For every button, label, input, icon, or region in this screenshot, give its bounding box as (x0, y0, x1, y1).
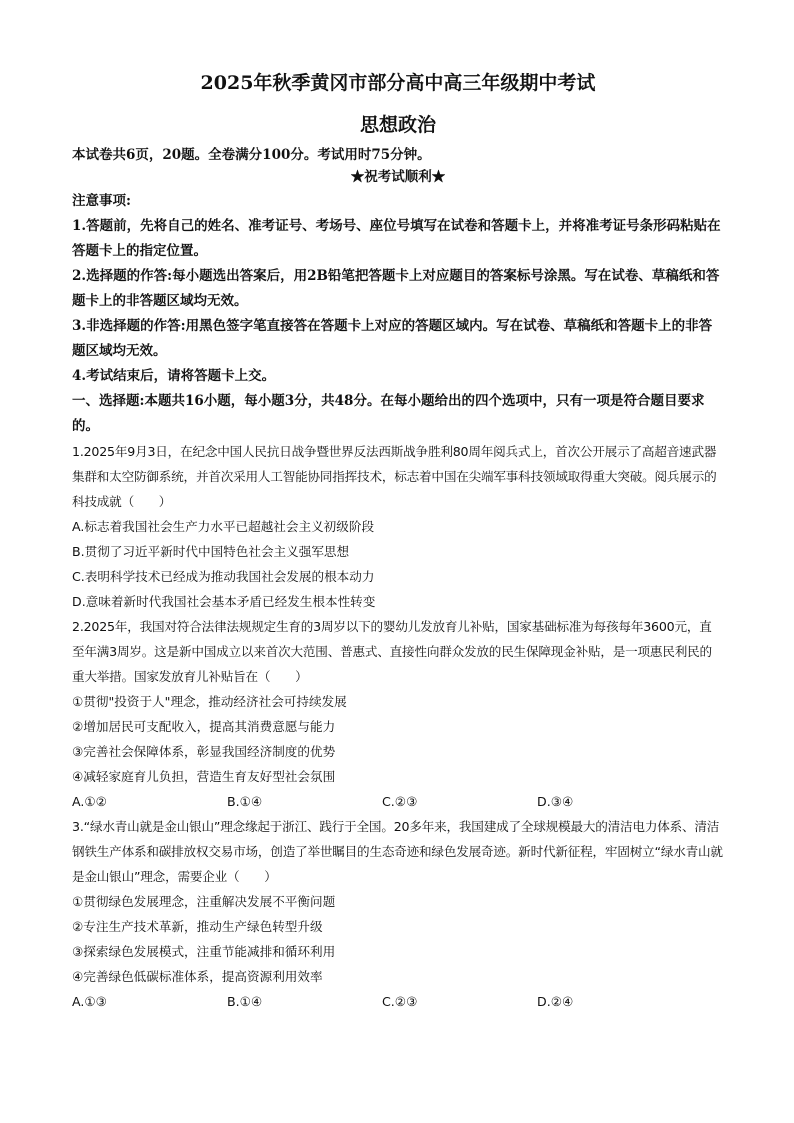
exam-page (72, 68, 724, 1014)
subject-title: 思想政治 (359, 114, 436, 136)
question-2-choice-a: A.①② (72, 794, 107, 809)
question-3-statement-1: ①贯彻绿色发展理念，注重解决发展不平衡问题 (72, 894, 336, 909)
note-item: 3.非选择题的作答:用黑色签字笔直接答在答题卡上对应的答题区域内。写在试卷、草稿纸和答题卡上的非答题区域均无效。 (72, 318, 713, 359)
question-2-stem: 2.2025年，我国对符合法律法规规定生育的3周岁以下的婴幼儿发放育儿补贴，国家基础标准为每孩每年3600元，直至年满3周岁。这是新中国成立以来首次大范围、普惠式、直接性向群众发放的民生保障现金补贴，是一项惠民利民的重大举措。国家发放育儿补贴旨在（ ） (72, 619, 712, 684)
question-3-statement-2: ②专注生产技术革新，推动生产绿色转型升级 (72, 919, 323, 934)
question-3-choice-a: A.①③ (72, 994, 107, 1009)
question-3-choice-b: B.①④ (227, 994, 263, 1009)
note-item: 2.选择题的作答:每小题选出答案后，用2B铅笔把答题卡上对应题目的答案标号涂黑。写在试卷、草稿纸和答题卡上的非答题区域均无效。 (72, 268, 720, 309)
question-2-choice-d: D.③④ (537, 794, 574, 809)
question-2-choices (72, 789, 724, 814)
note-item: 1.答题前，先将自己的姓名、准考证号、考场号、座位号填写在试卷和答题卡上，并将准考证号条形码粘贴在答题卡上的指定位置。 (72, 218, 721, 259)
question-1-option-c: C.表明科学技术已经成为推动我国社会发展的根本动力 (72, 569, 375, 584)
good-luck-line: ★祝考试顺利★ (350, 169, 446, 185)
exam-info: 本试卷共6页，20题。全卷满分100分。考试用时75分钟。 (72, 147, 431, 163)
question-2-statement-1: ①贯彻"投资于人"理念，推动经济社会可持续发展 (72, 694, 347, 709)
question-3-statement-4: ④完善绿色低碳标准体系，提高资源利用效率 (72, 969, 323, 984)
exam-title: 2025年秋季黄冈市部分高中高三年级期中考试 (200, 72, 596, 94)
question-2-statement-4: ④减轻家庭育儿负担，营造生育友好型社会氛围 (72, 769, 336, 784)
question-2-choice-b: B.①④ (227, 794, 263, 809)
question-1-option-a: A.标志着我国社会生产力水平已超越社会主义初级阶段 (72, 519, 375, 534)
question-1-stem: 1.2025年9月3日，在纪念中国人民抗日战争暨世界反法西斯战争胜利80周年阅兵式上，首次公开展示了高超音速武器集群和太空防御系统，并首次采用人工智能协同指挥技术，标志着中国在尖端军事科技领域取得重大突破。阅兵展示的科技成就（ ） (72, 444, 717, 509)
question-2-statement-3: ③完善社会保障体系，彰显我国经济制度的优势 (72, 744, 336, 759)
section-title: 一、选择题:本题共16小题，每小题3分，共48分。在每小题给出的四个选项中，只有一项是符合题目要求的。 (72, 393, 705, 434)
question-2-statement-2: ②增加居民可支配收入，提高其消费意愿与能力 (72, 719, 336, 734)
question-3-statement-3: ③探索绿色发展模式，注重节能减排和循环利用 (72, 944, 336, 959)
question-3-choice-c: C.②③ (382, 994, 418, 1009)
question-2-choice-c: C.②③ (382, 794, 418, 809)
notes-title: 注意事项: (72, 193, 131, 209)
note-item: 4.考试结束后，请将答题卡上交。 (72, 368, 276, 384)
question-1-option-d: D.意味着新时代我国社会基本矛盾已经发生根本性转变 (72, 594, 376, 609)
question-3-stem: 3.“绿水青山就是金山银山”理念缘起于浙江、践行于全国。20多年来，我国建成了全球规模最大的清洁电力体系、清洁钢铁生产体系和碳排放权交易市场，创造了举世瞩目的生态奇迹和绿色发展奇迹。新时代新征程，牢固树立“绿水青山就是金山银山”理念，需要企业（ ） (72, 819, 723, 884)
question-3-choice-d: D.②④ (537, 994, 574, 1009)
question-1-option-b: B.贯彻了习近平新时代中国特色社会主义强军思想 (72, 544, 350, 559)
question-3-choices (72, 989, 724, 1014)
